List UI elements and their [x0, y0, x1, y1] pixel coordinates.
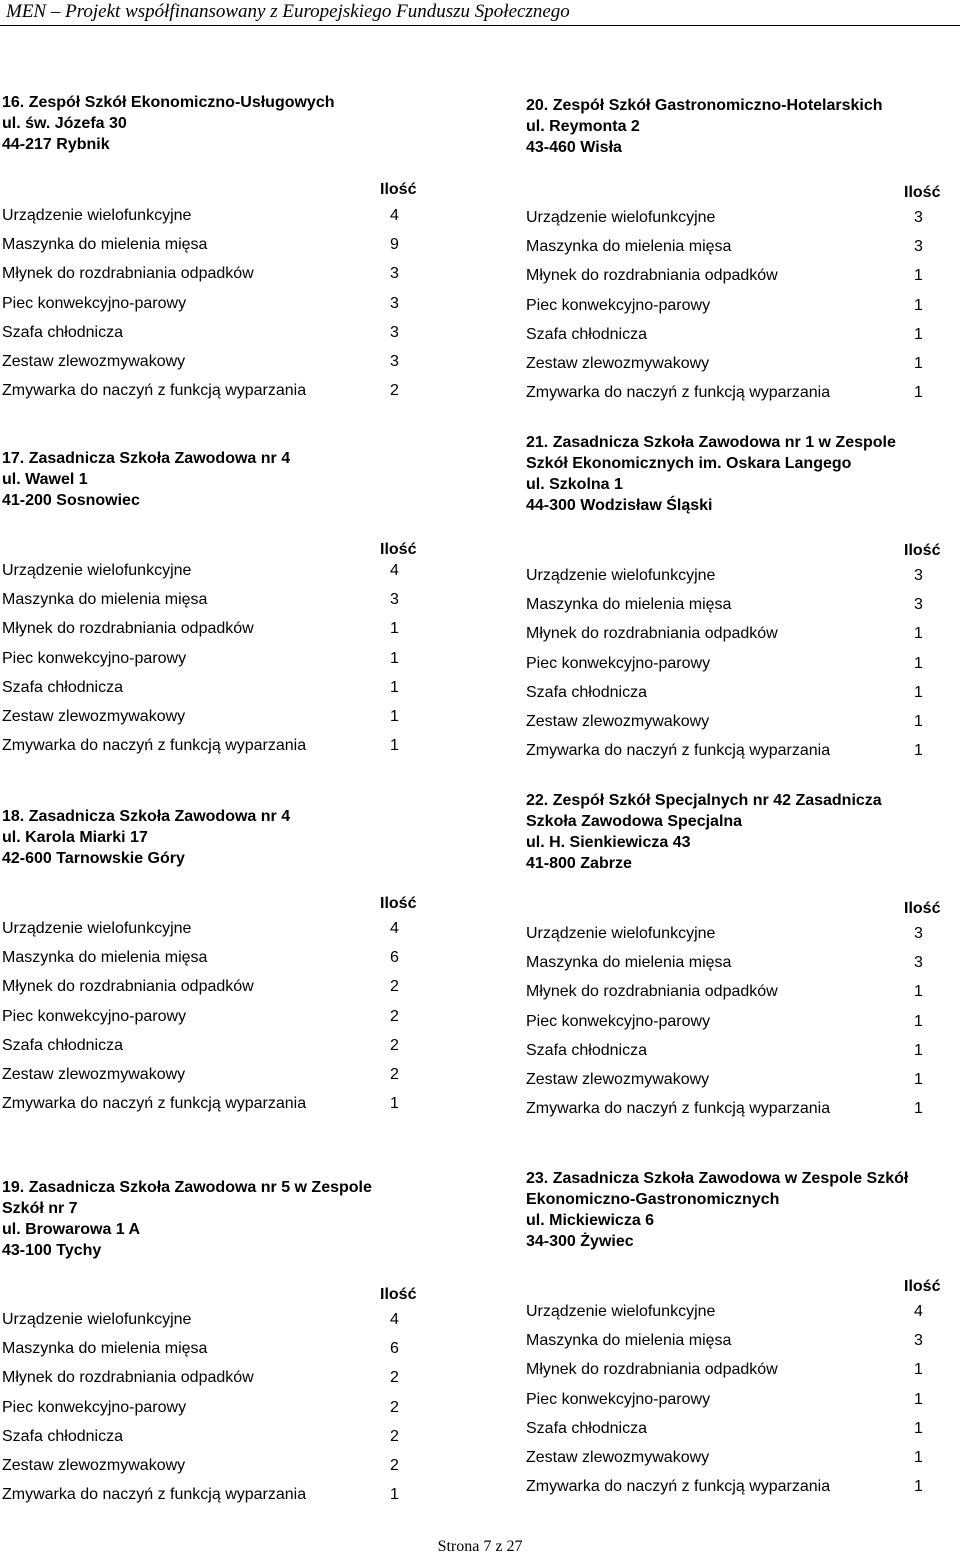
- equipment-name: Młynek do rozdrabniania odpadków: [2, 978, 254, 996]
- equipment-row: [526, 1331, 923, 1351]
- equipment-row: [526, 1390, 923, 1410]
- equipment-name: Urządzenie wielofunkcyjne: [526, 567, 716, 584]
- equipment-quantity: 2: [390, 1066, 399, 1083]
- equipment-quantity: 1: [390, 649, 399, 667]
- equipment-quantity: 1: [914, 296, 923, 314]
- equipment-name: Zmywarka do naczyń z funkcją wyparzania: [2, 382, 307, 400]
- equipment-name: Urządzenie wielofunkcyjne: [526, 1303, 716, 1320]
- equipment-row: [2, 1310, 399, 1330]
- equipment-name: Maszynka do mielenia mięsa: [2, 591, 208, 609]
- equipment-row: [526, 1012, 923, 1032]
- equipment-name: Zmywarka do naczyń z funkcją wyparzania: [526, 384, 831, 402]
- equipment-quantity: 6: [390, 949, 399, 967]
- equipment-name: Zmywarka do naczyń z funkcją wyparzania: [526, 1478, 831, 1496]
- quantity-column-header: Ilość: [380, 541, 417, 558]
- equipment-name: Urządzenie wielofunkcyjne: [2, 207, 192, 224]
- equipment-quantity: 1: [914, 325, 923, 343]
- equipment-quantity: 2: [390, 1369, 399, 1387]
- equipment-name: Szafa chłodnicza: [2, 678, 123, 696]
- equipment-name: Szafa chłodnicza: [526, 325, 647, 343]
- equipment-quantity: 3: [914, 1332, 923, 1350]
- equipment-row: [526, 208, 923, 228]
- equipment-name: Zmywarka do naczyń z funkcją wyparzania: [2, 737, 307, 755]
- equipment-row: [2, 1007, 399, 1027]
- equipment-quantity: 3: [390, 353, 399, 370]
- school-title: 23. Zasadnicza Szkoła Zawodowa w Zespole Szkół Ekonomiczno-Gastronomicznych ul. Mickiewicza 6 34-300 Żywiec: [526, 1170, 909, 1250]
- equipment-quantity: 2: [390, 1036, 399, 1054]
- equipment-name: Maszynka do mielenia mięsa: [2, 949, 208, 967]
- quantity-column-header: Ilość: [904, 900, 941, 917]
- equipment-row: [2, 1065, 399, 1085]
- equipment-name: Zestaw zlewozmywakowy: [2, 353, 186, 370]
- equipment-name: Zestaw zlewozmywakowy: [526, 355, 710, 372]
- equipment-quantity: 2: [390, 382, 399, 400]
- equipment-quantity: 1: [914, 654, 923, 672]
- quantity-column-header: Ilość: [904, 1278, 941, 1295]
- equipment-row: [2, 1398, 399, 1418]
- equipment-quantity: 4: [390, 562, 399, 579]
- equipment-row: [526, 654, 923, 674]
- equipment-name: Zestaw zlewozmywakowy: [2, 1457, 186, 1474]
- equipment-name: Piec konwekcyjno-parowy: [2, 294, 187, 312]
- equipment-row: [2, 1485, 399, 1505]
- equipment-row: [2, 206, 399, 226]
- equipment-quantity: 6: [390, 1340, 399, 1358]
- equipment-row: [526, 325, 923, 345]
- equipment-row: [2, 948, 399, 968]
- equipment-quantity: 1: [390, 678, 399, 696]
- school-title: 21. Zasadnicza Szkoła Zawodowa nr 1 w Zespole Szkół Ekonomicznych im. Oskara Langego ul. Szkolna 1 44-300 Wodzisław Śląski: [526, 434, 896, 514]
- school-title: 20. Zespół Szkół Gastronomiczno-Hotelarskich ul. Reymonta 2 43-460 Wisła: [526, 97, 883, 156]
- equipment-row: [2, 235, 399, 255]
- equipment-name: Młynek do rozdrabniania odpadków: [526, 267, 778, 285]
- equipment-row: [526, 1360, 923, 1380]
- quantity-column-header: Ilość: [380, 1286, 417, 1303]
- equipment-name: Młynek do rozdrabniania odpadków: [526, 1361, 778, 1379]
- equipment-row: [526, 982, 923, 1002]
- equipment-name: Zmywarka do naczyń z funkcją wyparzania: [2, 1095, 307, 1113]
- equipment-row: [2, 1094, 399, 1114]
- equipment-row: [526, 1419, 923, 1439]
- equipment-quantity: 4: [390, 1311, 399, 1328]
- equipment-name: Urządzenie wielofunkcyjne: [2, 920, 192, 937]
- equipment-row: [2, 678, 399, 698]
- equipment-name: Maszynka do mielenia mięsa: [526, 238, 732, 256]
- equipment-row: [2, 1368, 399, 1388]
- equipment-name: Młynek do rozdrabniania odpadków: [526, 625, 778, 643]
- equipment-quantity: 1: [390, 737, 399, 755]
- equipment-name: Zestaw zlewozmywakowy: [2, 1066, 186, 1083]
- equipment-row: [526, 1477, 923, 1497]
- equipment-row: [2, 590, 399, 610]
- equipment-row: [2, 1427, 399, 1447]
- equipment-row: [526, 683, 923, 703]
- page-footer: Strona 7 z 27: [437, 1538, 523, 1555]
- equipment-row: [2, 561, 399, 581]
- equipment-quantity: 1: [914, 267, 923, 285]
- quantity-column-header: Ilość: [904, 542, 941, 559]
- equipment-name: Szafa chłodnicza: [2, 1036, 123, 1054]
- equipment-row: [2, 381, 399, 401]
- equipment-quantity: 1: [914, 625, 923, 643]
- equipment-quantity: 1: [914, 1041, 923, 1059]
- equipment-quantity: 1: [914, 1390, 923, 1408]
- equipment-name: Młynek do rozdrabniania odpadków: [2, 1369, 254, 1387]
- equipment-row: [526, 924, 923, 944]
- school-title: 18. Zasadnicza Szkoła Zawodowa nr 4 ul. Karola Miarki 17 42-600 Tarnowskie Góry: [2, 808, 291, 867]
- equipment-quantity: 4: [390, 920, 399, 937]
- equipment-name: Piec konwekcyjno-parowy: [2, 649, 187, 667]
- equipment-row: [2, 919, 399, 939]
- equipment-row: [526, 741, 923, 761]
- equipment-quantity: 3: [914, 596, 923, 614]
- equipment-quantity: 1: [390, 1486, 399, 1504]
- equipment-quantity: 3: [914, 954, 923, 972]
- equipment-name: Urządzenie wielofunkcyjne: [526, 209, 716, 226]
- equipment-name: Maszynka do mielenia mięsa: [526, 954, 732, 972]
- equipment-row: [2, 1036, 399, 1056]
- equipment-quantity: 2: [390, 1427, 399, 1445]
- equipment-name: Szafa chłodnicza: [2, 1427, 123, 1445]
- equipment-row: [526, 1302, 923, 1322]
- equipment-name: Zmywarka do naczyń z funkcją wyparzania: [526, 742, 831, 760]
- equipment-row: [2, 1456, 399, 1476]
- equipment-quantity: 2: [390, 1398, 399, 1416]
- equipment-row: [526, 354, 923, 374]
- equipment-quantity: 1: [914, 384, 923, 402]
- equipment-row: [526, 595, 923, 615]
- equipment-row: [526, 1099, 923, 1119]
- equipment-name: Piec konwekcyjno-parowy: [526, 654, 711, 672]
- school-title: 22. Zespół Szkół Specjalnych nr 42 Zasadnicza Szkoła Zawodowa Specjalna ul. H. Sienkiewicza 43 41-800 Zabrze: [526, 792, 882, 872]
- quantity-column-header: Ilość: [380, 895, 417, 912]
- equipment-quantity: 1: [390, 620, 399, 638]
- equipment-row: [526, 1041, 923, 1061]
- equipment-quantity: 1: [914, 1012, 923, 1030]
- equipment-row: [526, 266, 923, 286]
- equipment-quantity: 1: [914, 1419, 923, 1437]
- equipment-name: Zestaw zlewozmywakowy: [526, 1449, 710, 1466]
- equipment-name: Młynek do rozdrabniania odpadków: [2, 620, 254, 638]
- equipment-name: Maszynka do mielenia mięsa: [526, 1332, 732, 1350]
- school-title: 16. Zespół Szkół Ekonomiczno-Usługowych ul. św. Józefa 30 44-217 Rybnik: [2, 94, 335, 153]
- equipment-quantity: 3: [390, 265, 399, 283]
- equipment-quantity: 3: [914, 209, 923, 226]
- school-title: 19. Zasadnicza Szkoła Zawodowa nr 5 w Zespole Szkół nr 7 ul. Browarowa 1 A 43-100 Tychy: [2, 1179, 372, 1259]
- equipment-row: [2, 1339, 399, 1359]
- equipment-row: [2, 352, 399, 372]
- equipment-name: Maszynka do mielenia mięsa: [2, 1340, 208, 1358]
- equipment-quantity: 1: [914, 1449, 923, 1466]
- equipment-quantity: 1: [914, 1071, 923, 1088]
- equipment-name: Szafa chłodnicza: [526, 683, 647, 701]
- equipment-row: [526, 953, 923, 973]
- equipment-row: [2, 619, 399, 639]
- equipment-name: Zestaw zlewozmywakowy: [2, 708, 186, 725]
- equipment-quantity: 9: [390, 236, 399, 254]
- quantity-column-header: Ilość: [380, 181, 417, 198]
- equipment-row: [2, 707, 399, 727]
- equipment-name: Szafa chłodnicza: [2, 323, 123, 341]
- equipment-quantity: 2: [390, 978, 399, 996]
- equipment-quantity: 4: [914, 1303, 923, 1320]
- school-title: 17. Zasadnicza Szkoła Zawodowa nr 4 ul. Wawel 1 41-200 Sosnowiec: [2, 450, 291, 509]
- equipment-row: [526, 296, 923, 316]
- equipment-name: Maszynka do mielenia mięsa: [2, 236, 208, 254]
- equipment-quantity: 1: [914, 355, 923, 372]
- equipment-row: [526, 566, 923, 586]
- equipment-quantity: 1: [914, 1100, 923, 1118]
- equipment-name: Piec konwekcyjno-parowy: [2, 1007, 187, 1025]
- equipment-quantity: 3: [390, 323, 399, 341]
- equipment-name: Zmywarka do naczyń z funkcją wyparzania: [526, 1100, 831, 1118]
- equipment-quantity: 1: [390, 1095, 399, 1113]
- page-header: MEN – Projekt współfinansowany z Europejskiego Funduszu Społecznego: [0, 0, 960, 26]
- equipment-quantity: 1: [914, 983, 923, 1001]
- equipment-name: Piec konwekcyjno-parowy: [526, 1390, 711, 1408]
- equipment-row: [526, 1070, 923, 1090]
- equipment-quantity: 3: [914, 238, 923, 256]
- equipment-quantity: 2: [390, 1007, 399, 1025]
- equipment-name: Młynek do rozdrabniania odpadków: [526, 983, 778, 1001]
- equipment-row: [526, 383, 923, 403]
- equipment-row: [526, 237, 923, 257]
- equipment-row: [2, 736, 399, 756]
- equipment-name: Zestaw zlewozmywakowy: [526, 1071, 710, 1088]
- equipment-name: Piec konwekcyjno-parowy: [2, 1398, 187, 1416]
- equipment-name: Urządzenie wielofunkcyjne: [2, 1311, 192, 1328]
- equipment-quantity: 1: [914, 742, 923, 760]
- equipment-name: Piec konwekcyjno-parowy: [526, 296, 711, 314]
- equipment-quantity: 1: [914, 713, 923, 730]
- equipment-name: Zmywarka do naczyń z funkcją wyparzania: [2, 1486, 307, 1504]
- equipment-row: [2, 264, 399, 284]
- equipment-quantity: 3: [390, 294, 399, 312]
- equipment-name: Młynek do rozdrabniania odpadków: [2, 265, 254, 283]
- equipment-name: Zestaw zlewozmywakowy: [526, 713, 710, 730]
- equipment-name: Maszynka do mielenia mięsa: [526, 596, 732, 614]
- equipment-quantity: 4: [390, 207, 399, 224]
- equipment-quantity: 1: [914, 1361, 923, 1379]
- equipment-name: Urządzenie wielofunkcyjne: [526, 925, 716, 942]
- equipment-row: [2, 649, 399, 669]
- equipment-row: [2, 323, 399, 343]
- equipment-quantity: 3: [914, 925, 923, 942]
- quantity-column-header: Ilość: [904, 184, 941, 201]
- equipment-quantity: 3: [390, 591, 399, 609]
- equipment-name: Szafa chłodnicza: [526, 1419, 647, 1437]
- equipment-quantity: 2: [390, 1457, 399, 1474]
- equipment-quantity: 3: [914, 567, 923, 584]
- equipment-quantity: 1: [390, 708, 399, 725]
- equipment-row: [2, 977, 399, 997]
- equipment-name: Urządzenie wielofunkcyjne: [2, 562, 192, 579]
- equipment-name: Piec konwekcyjno-parowy: [526, 1012, 711, 1030]
- equipment-row: [526, 712, 923, 732]
- equipment-row: [526, 624, 923, 644]
- equipment-quantity: 1: [914, 1478, 923, 1496]
- equipment-row: [2, 294, 399, 314]
- equipment-name: Szafa chłodnicza: [526, 1041, 647, 1059]
- equipment-row: [526, 1448, 923, 1468]
- equipment-quantity: 1: [914, 683, 923, 701]
